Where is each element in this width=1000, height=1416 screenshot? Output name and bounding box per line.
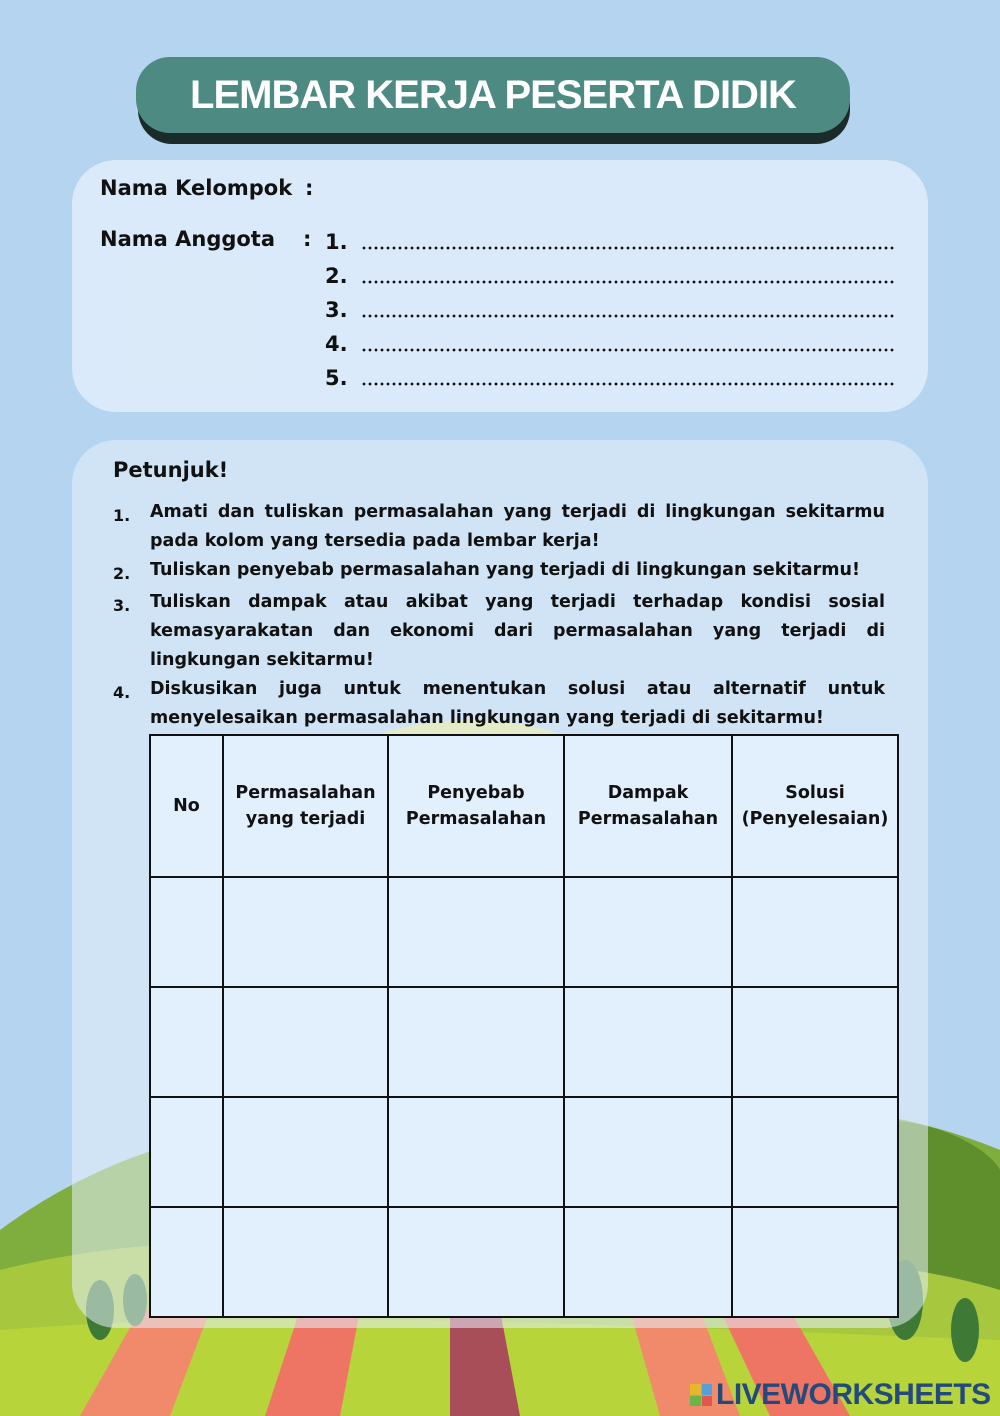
instruction-number: 3. [113, 596, 131, 615]
cell-solution[interactable] [732, 1207, 898, 1317]
brand-name: LIVEWORKSHEETS [716, 1378, 991, 1411]
member-dotted-line [361, 280, 895, 284]
cell-no[interactable] [150, 877, 223, 987]
page-title: LEMBAR KERJA PESERTA DIDIK [190, 72, 796, 117]
cell-impact[interactable] [564, 1097, 732, 1207]
instruction-item [113, 498, 885, 556]
group-name-colon: : [305, 176, 314, 200]
member-number: 1. [325, 230, 348, 254]
member-number: 3. [325, 298, 348, 322]
table-row [150, 1207, 898, 1317]
instructions-list [113, 498, 885, 733]
instruction-text: Tuliskan dampak atau akibat yang terjadi terhadap kondisi sosial kemasyarakatan dan ekonomi dari permasalahan yang terjadi di lingkungan sekitarmu! [150, 592, 885, 670]
member-number: 4. [325, 332, 348, 356]
member-dotted-line [361, 382, 895, 386]
header-problem: Permasalahan yang terjadi [223, 735, 388, 877]
instructions-heading: Petunjuk! [113, 458, 229, 482]
instruction-number: 4. [113, 683, 131, 702]
instruction-text: Amati dan tuliskan permasalahan yang terjadi di lingkungan sekitarmu pada kolom yang tersedia pada lembar kerja! [150, 502, 885, 551]
cell-problem[interactable] [223, 877, 388, 987]
cell-cause[interactable] [388, 1207, 564, 1317]
cell-solution[interactable] [732, 877, 898, 987]
cell-no[interactable] [150, 1097, 223, 1207]
table-row [150, 1097, 898, 1207]
instruction-text: Diskusikan juga untuk menentukan solusi atau alternatif untuk menyelesaikan permasalahan lingkungan yang terjadi di sekitarmu! [150, 679, 885, 728]
table-row [150, 987, 898, 1097]
member-line-4[interactable] [325, 330, 895, 358]
instruction-item [113, 588, 885, 675]
members-colon: : [303, 227, 312, 251]
table-row [150, 877, 898, 987]
header-cause: Penyebab Permasalahan [388, 735, 564, 877]
cell-impact[interactable] [564, 877, 732, 987]
member-dotted-line [361, 246, 895, 250]
instruction-item [113, 556, 885, 588]
header-solution: Solusi (Penyelesaian) [732, 735, 898, 877]
cell-cause[interactable] [388, 1097, 564, 1207]
header-impact: Dampak Permasalahan [564, 735, 732, 877]
liveworksheets-logo-icon [690, 1384, 712, 1406]
member-dotted-line [361, 314, 895, 318]
liveworksheets-logo[interactable] [690, 1378, 991, 1412]
header-no: No [150, 735, 223, 877]
cell-problem[interactable] [223, 1097, 388, 1207]
member-dotted-line [361, 348, 895, 352]
member-line-3[interactable] [325, 296, 895, 324]
cell-cause[interactable] [388, 877, 564, 987]
member-number: 2. [325, 264, 348, 288]
member-line-5[interactable] [325, 364, 895, 392]
cell-cause[interactable] [388, 987, 564, 1097]
member-line-1[interactable] [325, 228, 895, 256]
cell-problem[interactable] [223, 987, 388, 1097]
worksheet-table [149, 734, 899, 1318]
cell-no[interactable] [150, 1207, 223, 1317]
member-line-2[interactable] [325, 262, 895, 290]
title-banner [136, 57, 850, 133]
group-name-label: Nama Kelompok [100, 176, 293, 200]
cell-impact[interactable] [564, 1207, 732, 1317]
member-number: 5. [325, 366, 348, 390]
cell-solution[interactable] [732, 1097, 898, 1207]
instruction-text: Tuliskan penyebab permasalahan yang terjadi di lingkungan sekitarmu! [150, 560, 860, 580]
instruction-number: 1. [113, 506, 131, 525]
cell-impact[interactable] [564, 987, 732, 1097]
cell-problem[interactable] [223, 1207, 388, 1317]
cell-solution[interactable] [732, 987, 898, 1097]
members-label: Nama Anggota [100, 227, 276, 251]
instruction-item [113, 675, 885, 733]
cell-no[interactable] [150, 987, 223, 1097]
table-header-row [150, 735, 898, 877]
instruction-number: 2. [113, 564, 131, 583]
